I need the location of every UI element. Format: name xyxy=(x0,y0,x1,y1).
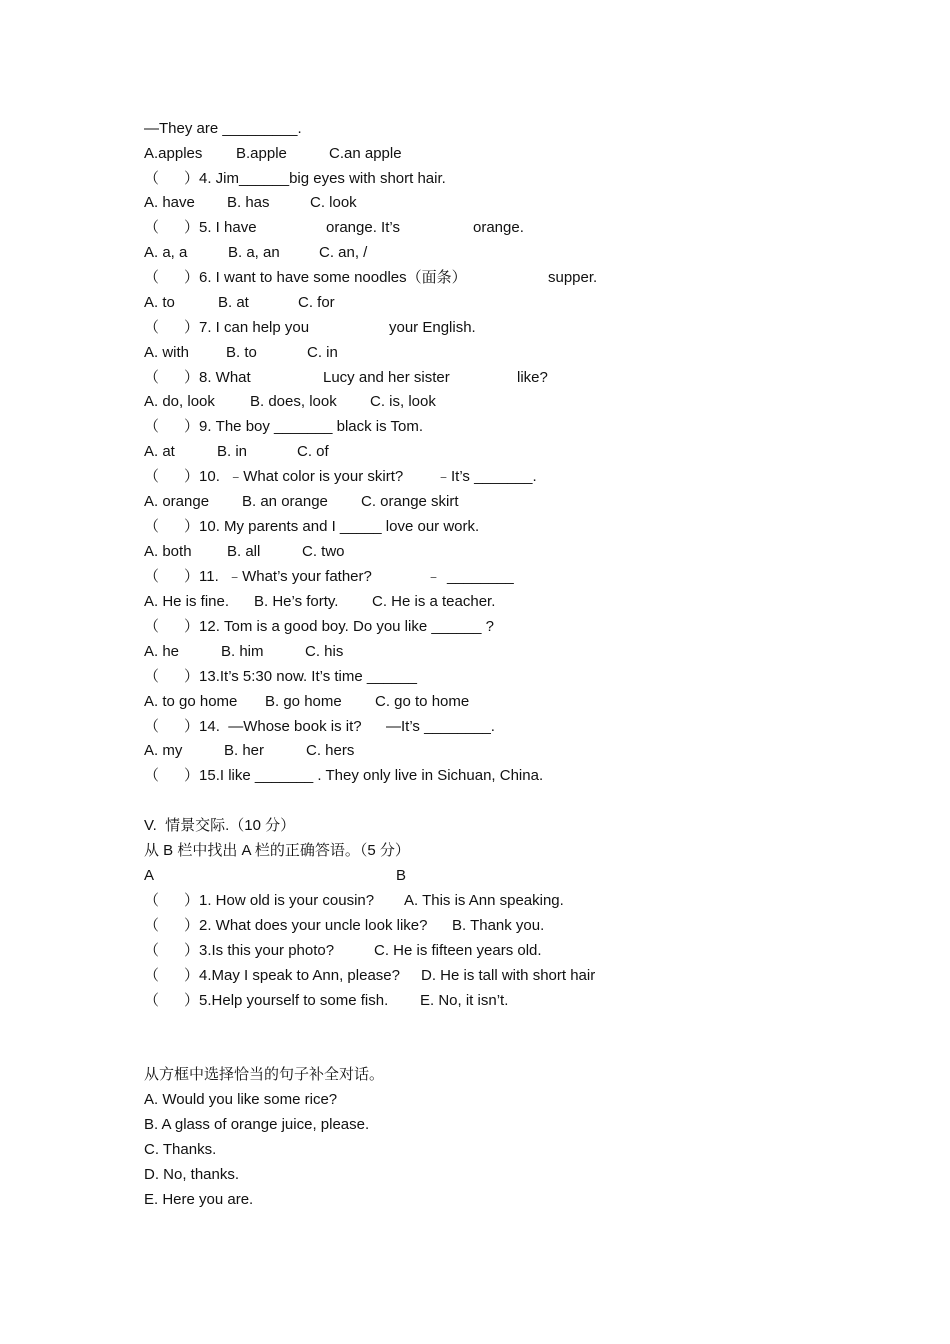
text-segment: Lucy and her sister xyxy=(323,369,450,386)
text-segment: B. in xyxy=(217,443,248,460)
text-segment: 从方框中选择恰当的句子补全对话。 xyxy=(144,1066,385,1083)
text-segment: V. 情景交际.（10 分） xyxy=(144,817,296,834)
text-segment: D. No, thanks. xyxy=(144,1166,240,1183)
text-segment: （ ）1. How old is your cousin? xyxy=(144,892,375,909)
text-segment: ________ xyxy=(447,568,514,585)
text-segment: ﹣ xyxy=(426,568,442,585)
text-segment: like? xyxy=(517,369,548,386)
text-segment: orange. It’s xyxy=(326,219,400,236)
text-segment: B. Thank you. xyxy=(452,917,545,934)
text-segment: （ ）13.It’s 5:30 now. It’s time ______ xyxy=(144,668,417,685)
text-segment: （ ）14. —Whose book is it? xyxy=(144,718,362,735)
text-segment: C. his xyxy=(305,643,344,660)
text-segment: orange. xyxy=(473,219,524,236)
text-segment: A.apples xyxy=(144,145,203,162)
text-segment: C. two xyxy=(302,543,345,560)
text-segment: A. a, a xyxy=(144,244,188,261)
text-segment: （ ）6. I want to have some noodles（面条） xyxy=(144,269,467,286)
text-segment: （ ）5. I have xyxy=(144,219,257,236)
text-segment: B. an orange xyxy=(242,493,328,510)
text-segment: C. hers xyxy=(306,742,355,759)
text-segment: C. is, look xyxy=(370,393,436,410)
text-segment: A. my xyxy=(144,742,183,759)
text-segment: B xyxy=(396,867,407,884)
text-segment: （ ）4. Jim______big eyes with short hair. xyxy=(144,170,446,187)
text-segment: A. at xyxy=(144,443,175,460)
text-segment: （ ）3.Is this your photo? xyxy=(144,942,335,959)
text-segment: ﹣It’s _______. xyxy=(436,468,537,485)
text-segment: B. her xyxy=(224,742,265,759)
text-segment: B. at xyxy=(218,294,249,311)
text-segment: supper. xyxy=(548,269,598,286)
text-segment: A. do, look xyxy=(144,393,215,410)
text-segment: E. Here you are. xyxy=(144,1191,254,1208)
text-segment: C. orange skirt xyxy=(361,493,459,510)
text-segment: A. to go home xyxy=(144,693,238,710)
text-segment: 从 B 栏中找出 A 栏的正确答语。（5 分） xyxy=(144,842,410,859)
text-segment: C.an apple xyxy=(329,145,402,162)
text-segment: A. orange xyxy=(144,493,210,510)
text-segment: A. have xyxy=(144,194,195,211)
text-segment: B. does, look xyxy=(250,393,337,410)
text-segment: C. Thanks. xyxy=(144,1141,217,1158)
text-segment: B. a, an xyxy=(228,244,280,261)
text-segment: E. No, it isn’t. xyxy=(420,992,509,1009)
text-segment: B.apple xyxy=(236,145,287,162)
text-segment: A. with xyxy=(144,344,190,361)
text-segment: C. in xyxy=(307,344,338,361)
text-segment: A. he xyxy=(144,643,180,660)
text-segment: your English. xyxy=(389,319,476,336)
text-segment: （ ）8. What xyxy=(144,369,251,386)
text-segment: B. to xyxy=(226,344,257,361)
text-segment: C. an, / xyxy=(319,244,368,261)
text-segment: B. all xyxy=(227,543,261,560)
text-segment: B. go home xyxy=(265,693,342,710)
text-segment: C. go to home xyxy=(375,693,470,710)
text-segment: A. Would you like some rice? xyxy=(144,1091,338,1108)
text-segment: C. for xyxy=(298,294,335,311)
text-segment: A. to xyxy=(144,294,175,311)
text-segment: （ ）4.May I speak to Ann, please? xyxy=(144,967,400,984)
text-segment: （ ）10. ﹣What color is your skirt? xyxy=(144,468,404,485)
text-segment: A. This is Ann speaking. xyxy=(404,892,564,909)
text-segment: C. He is fifteen years old. xyxy=(374,942,542,959)
text-segment: （ ）12. Tom is a good boy. Do you like ______ ? xyxy=(144,618,494,635)
text-segment: D. He is tall with short hair xyxy=(421,967,596,984)
text-segment: —It’s ________. xyxy=(386,718,495,735)
text-segment: A. He is fine. xyxy=(144,593,230,610)
text-segment: （ ）2. What does your uncle look like? xyxy=(144,917,428,934)
text-segment: （ ）11. ﹣What’s your father? xyxy=(144,568,372,585)
text-segment: B. him xyxy=(221,643,264,660)
text-segment: B. has xyxy=(227,194,270,211)
text-segment: C. He is a teacher. xyxy=(372,593,496,610)
text-segment: A. both xyxy=(144,543,192,560)
text-segment: （ ）7. I can help you xyxy=(144,319,310,336)
text-segment: （ ）10. My parents and I _____ love our work. xyxy=(144,518,480,535)
text-segment: （ ）15.I like _______ . They only live in Sichuan, China. xyxy=(144,767,544,784)
text-segment: （ ）9. The boy _______ black is Tom. xyxy=(144,418,424,435)
text-segment: C. of xyxy=(297,443,329,460)
text-segment: B. A glass of orange juice, please. xyxy=(144,1116,370,1133)
text-segment: （ ）5.Help yourself to some fish. xyxy=(144,992,389,1009)
text-segment: A xyxy=(144,867,155,884)
text-segment: B. He’s forty. xyxy=(254,593,339,610)
text-segment: C. look xyxy=(310,194,357,211)
text-segment: —They are _________. xyxy=(144,120,302,137)
